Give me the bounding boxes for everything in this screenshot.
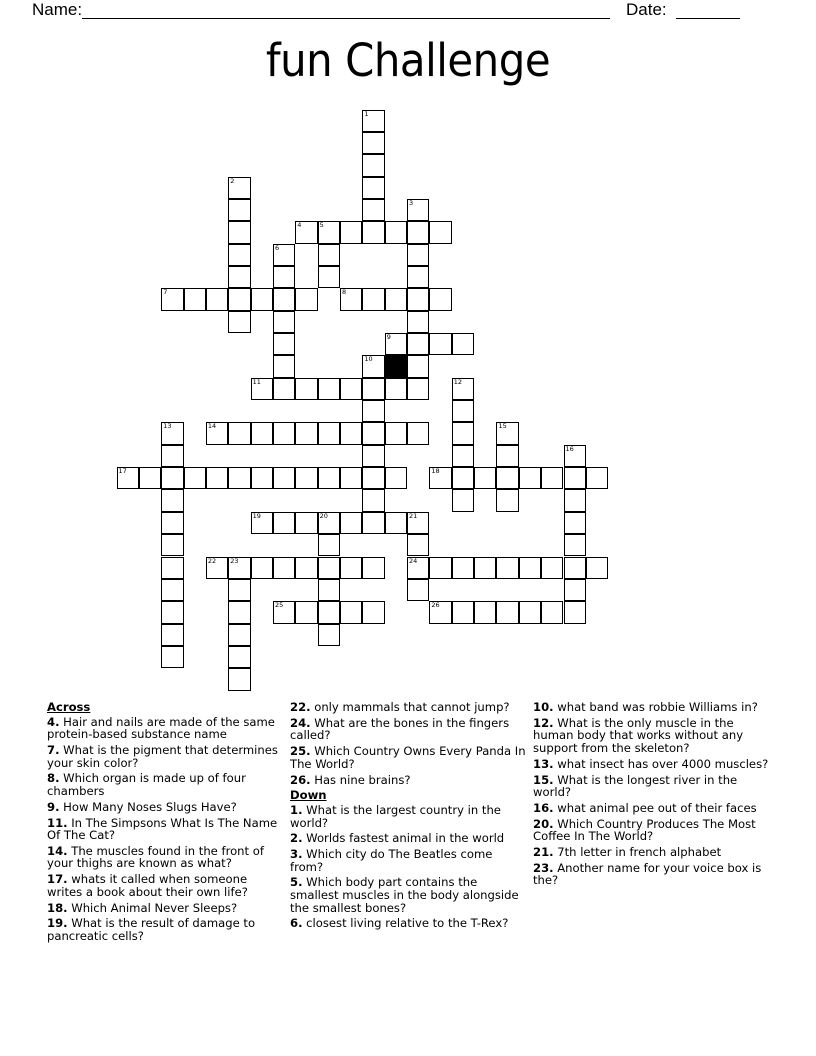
page-title: fun Challenge (265, 34, 551, 87)
grid-cell[interactable] (362, 489, 384, 511)
grid-cell[interactable] (407, 579, 429, 601)
cell-number: 1 (364, 109, 369, 118)
clue-text: What is the result of damage to pancreatic cells? (47, 916, 256, 943)
grid-cell[interactable] (295, 422, 317, 444)
grid-cell[interactable] (318, 557, 340, 579)
grid-cell[interactable] (564, 534, 586, 556)
grid-cell[interactable] (564, 579, 586, 601)
clue-text: Which organ is made up of four chambers (47, 771, 246, 798)
clue-text: Which Animal Never Sleeps? (71, 900, 238, 915)
grid-cell[interactable] (228, 288, 250, 310)
grid-cell[interactable] (161, 512, 183, 534)
cell-number: 3 (409, 198, 414, 207)
grid-cell[interactable] (273, 311, 295, 333)
grid-cell[interactable] (161, 579, 183, 601)
grid-cell[interactable] (206, 288, 228, 310)
grid-cell[interactable] (385, 378, 407, 400)
grid-cell[interactable] (184, 467, 206, 489)
grid-cell[interactable] (273, 378, 295, 400)
clue-number: 17. (47, 872, 68, 887)
grid-cell[interactable] (519, 557, 541, 579)
clue-across-item (290, 701, 528, 714)
grid-cell[interactable] (564, 467, 586, 489)
grid-cell[interactable] (273, 422, 295, 444)
grid-cell[interactable] (362, 199, 384, 221)
grid-cell[interactable] (429, 221, 451, 243)
clue-number: 4. (47, 714, 60, 729)
grid-cell[interactable] (228, 199, 250, 221)
grid-cell[interactable] (496, 489, 518, 511)
clue-text: In The Simpsons What Is The Name Of The Cat? (47, 815, 278, 843)
clue-across-item (290, 745, 528, 770)
grid-cell[interactable] (496, 601, 518, 623)
grid-cell[interactable] (273, 288, 295, 310)
clue-number: 9. (47, 799, 60, 814)
grid-cell[interactable] (362, 445, 384, 467)
cell-number: 4 (297, 221, 302, 230)
clue-across-item (47, 845, 285, 870)
grid-cell[interactable] (362, 557, 384, 579)
grid-cell[interactable] (385, 288, 407, 310)
cell-number: 16 (565, 444, 574, 453)
grid-cell[interactable] (318, 422, 340, 444)
grid-cell[interactable] (251, 467, 273, 489)
grid-cell[interactable] (385, 221, 407, 243)
grid-cell[interactable] (318, 624, 340, 646)
clue-across-item (290, 717, 528, 742)
grid-cell[interactable] (206, 557, 228, 579)
grid-cell[interactable] (474, 467, 496, 489)
clue-text: What is the largest country in the world? (290, 802, 501, 830)
grid-cell[interactable] (474, 601, 496, 623)
grid-cell[interactable] (564, 445, 586, 467)
clue-down-item (533, 862, 771, 887)
clue-text: what band was robbie Williams in? (557, 700, 758, 714)
grid-cell[interactable] (429, 288, 451, 310)
grid-cell[interactable] (519, 601, 541, 623)
cell-number: 21 (409, 511, 418, 520)
grid-cell[interactable] (541, 557, 563, 579)
cell-number: 18 (431, 467, 440, 476)
clue-across-item (47, 917, 285, 942)
grid-cell[interactable] (564, 512, 586, 534)
grid-cell[interactable] (295, 512, 317, 534)
grid-cell[interactable] (452, 557, 474, 579)
grid-cell[interactable] (452, 467, 474, 489)
down-heading: Down (290, 788, 327, 803)
cell-number: 25 (274, 601, 284, 610)
grid-cell[interactable] (117, 467, 139, 489)
clue-across-item (47, 716, 285, 741)
grid-cell[interactable] (452, 333, 474, 355)
clue-text: The muscles found in the front of your thighs are known as what? (47, 843, 264, 871)
grid-cell[interactable] (362, 132, 384, 154)
grid-cell[interactable] (564, 601, 586, 623)
grid-cell[interactable] (385, 422, 407, 444)
grid-cell[interactable] (184, 288, 206, 310)
grid-cell[interactable] (362, 378, 384, 400)
grid-cell[interactable] (273, 601, 295, 623)
clue-across-item (47, 873, 285, 898)
clue-number: 23. (533, 860, 554, 875)
clue-text: Hair and nails are made of the same protein-based substance name (47, 714, 275, 742)
grid-cell[interactable] (452, 489, 474, 511)
grid-cell[interactable] (429, 557, 451, 579)
grid-cell[interactable] (362, 355, 384, 377)
grid-cell[interactable] (161, 288, 183, 310)
clue-text: Which city do The Beatles come from? (290, 847, 493, 874)
grid-cell[interactable] (407, 199, 429, 221)
grid-cell[interactable] (161, 557, 183, 579)
clue-number: 6. (290, 916, 303, 931)
cell-number: 17 (118, 467, 127, 476)
clue-text: What are the bones in the fingers called? (290, 715, 510, 743)
name-label: Name: (32, 0, 83, 19)
grid-cell[interactable] (340, 221, 362, 243)
crossword-grid (117, 110, 617, 700)
clue-number: 24. (290, 715, 311, 730)
grid-cell[interactable] (452, 601, 474, 623)
clue-text: Worlds fastest animal in the world (306, 831, 505, 846)
clue-text: Which Country Owns Every Panda In The World? (290, 744, 526, 771)
grid-cell[interactable] (206, 422, 228, 444)
clue-across-item (47, 801, 285, 814)
clue-text: closest living relative to the T-Rex? (306, 916, 509, 931)
grid-cell[interactable] (273, 355, 295, 377)
grid-cell[interactable] (161, 601, 183, 623)
cell-number: 6 (274, 243, 280, 252)
cell-number: 26 (431, 601, 440, 610)
grid-cell[interactable] (318, 221, 340, 243)
grid-cell[interactable] (407, 221, 429, 243)
grid-cell[interactable] (295, 288, 317, 310)
grid-cell[interactable] (407, 311, 429, 333)
grid-cell[interactable] (407, 244, 429, 266)
cell-number: 20 (319, 511, 328, 520)
grid-cell[interactable] (429, 333, 451, 355)
grid-cell[interactable] (496, 467, 518, 489)
cell-number: 14 (207, 422, 217, 431)
grid-cell[interactable] (318, 512, 340, 534)
grid-cell[interactable] (541, 601, 563, 623)
grid-cell[interactable] (273, 333, 295, 355)
grid-cell[interactable] (474, 557, 496, 579)
grid-cell[interactable] (362, 601, 384, 623)
grid-cell[interactable] (429, 467, 451, 489)
grid-cell[interactable] (407, 266, 429, 288)
clue-down-item (290, 804, 528, 829)
clue-text: 7th letter in french alphabet (557, 845, 722, 860)
grid-cell[interactable] (340, 601, 362, 623)
clue-text: Another name for your voice box is the? (533, 860, 762, 888)
grid-cell[interactable] (318, 244, 340, 266)
grid-cell[interactable] (228, 311, 250, 333)
clue-number: 10. (533, 700, 554, 714)
clue-down-item (533, 717, 771, 755)
grid-cell[interactable] (407, 378, 429, 400)
grid-cell[interactable] (161, 624, 183, 646)
grid-cell[interactable] (228, 601, 250, 623)
grid-cell[interactable] (228, 266, 250, 288)
grid-cell[interactable] (340, 467, 362, 489)
grid-cell[interactable] (318, 534, 340, 556)
grid-cell[interactable] (251, 557, 273, 579)
clue-number: 11. (47, 815, 68, 830)
clue-down-item (290, 832, 528, 845)
cell-number: 10 (364, 355, 373, 364)
grid-cell[interactable] (273, 244, 295, 266)
grid-cell[interactable] (496, 445, 518, 467)
clues-column-2 (290, 701, 528, 933)
grid-cell[interactable] (161, 646, 183, 668)
grid-cell[interactable] (228, 177, 250, 199)
date-label: Date: (626, 0, 667, 19)
cell-number: 2 (230, 176, 235, 185)
clue-down-item (533, 774, 771, 799)
grid-cell[interactable] (385, 512, 407, 534)
grid-cell[interactable] (295, 221, 317, 243)
grid-cell[interactable] (251, 288, 273, 310)
clue-text: What is the pigment that determines your skin color? (47, 742, 278, 770)
cell-number: 5 (319, 221, 324, 230)
grid-cell[interactable] (362, 467, 384, 489)
clue-text: what animal pee out of their faces (557, 800, 757, 815)
grid-cell[interactable] (228, 467, 250, 489)
clue-number: 26. (290, 772, 311, 787)
cell-number: 12 (453, 377, 463, 386)
clue-text: what insect has over 4000 muscles? (557, 756, 769, 771)
grid-cell[interactable] (407, 557, 429, 579)
grid-cell[interactable] (161, 534, 183, 556)
grid-cell[interactable] (362, 154, 384, 176)
grid-cell[interactable] (273, 512, 295, 534)
clue-text: whats it called when someone writes a book about their own life? (47, 872, 248, 899)
grid-cell[interactable] (340, 288, 362, 310)
clue-text: Which body part contains the smallest muscles in the body alongside the smallest bones? (290, 875, 519, 915)
grid-cell[interactable] (295, 378, 317, 400)
clue-number: 18. (47, 900, 68, 915)
clue-down-item (533, 846, 771, 859)
grid-cell[interactable] (340, 557, 362, 579)
grid-cell[interactable] (407, 534, 429, 556)
clue-text: What is the only muscle in the human body that works without any support from the skeleton? (533, 715, 744, 755)
clue-number: 1. (290, 802, 303, 817)
grid-cell[interactable] (251, 378, 273, 400)
grid-cell[interactable] (340, 512, 362, 534)
clue-text: What is the longest river in the world? (533, 772, 738, 800)
cell-number: 8 (342, 288, 347, 297)
clue-across-item (47, 744, 285, 769)
name-field[interactable] (82, 0, 610, 19)
clue-number: 12. (533, 715, 554, 730)
clue-text: only mammals that cannot jump? (314, 700, 510, 714)
grid-cell[interactable] (318, 378, 340, 400)
cell-number: 7 (163, 288, 168, 297)
grid-cell[interactable] (228, 422, 250, 444)
clue-down-item (290, 917, 528, 930)
grid-cell[interactable] (586, 467, 608, 489)
clue-number: 19. (47, 916, 68, 931)
clue-across-item (290, 774, 528, 787)
clue-text: Has nine brains? (314, 772, 411, 787)
clue-number: 5. (290, 875, 303, 890)
clue-number: 3. (290, 847, 303, 862)
grid-cell[interactable] (452, 378, 474, 400)
grid-cell[interactable] (228, 646, 250, 668)
grid-cell[interactable] (228, 557, 250, 579)
grid-cell[interactable] (161, 445, 183, 467)
grid-cell[interactable] (407, 355, 429, 377)
clue-text: How Many Noses Slugs Have? (63, 799, 237, 814)
grid-cell[interactable] (564, 557, 586, 579)
across-heading: Across (47, 700, 91, 714)
grid-cell[interactable] (340, 422, 362, 444)
grid-cell[interactable] (161, 467, 183, 489)
grid-cell[interactable] (385, 333, 407, 355)
cell-number: 23 (230, 556, 239, 565)
clue-down-item (533, 701, 771, 714)
grid-cell[interactable] (295, 601, 317, 623)
clues-column-1 (47, 701, 285, 946)
grid-cell[interactable] (519, 467, 541, 489)
clue-number: 7. (47, 742, 60, 757)
grid-cell[interactable] (318, 467, 340, 489)
date-field[interactable] (676, 0, 740, 19)
grid-cell[interactable] (228, 668, 250, 690)
grid-cell[interactable] (362, 512, 384, 534)
clue-number: 21. (533, 845, 554, 860)
grid-cell[interactable] (251, 422, 273, 444)
clue-text: Which Country Produces The Most Coffee In The World? (533, 816, 756, 844)
grid-cell[interactable] (318, 579, 340, 601)
clue-across-item (47, 772, 285, 797)
grid-cell[interactable] (318, 266, 340, 288)
grid-cell[interactable] (496, 422, 518, 444)
clue-number: 15. (533, 772, 554, 787)
grid-cell[interactable] (273, 557, 295, 579)
cell-number: 24 (409, 556, 418, 565)
grid-cell[interactable] (407, 333, 429, 355)
clue-number: 22. (290, 700, 311, 714)
grid-cell[interactable] (362, 400, 384, 422)
clue-number: 8. (47, 771, 60, 786)
clue-down-item (290, 876, 528, 914)
grid-cell[interactable] (362, 422, 384, 444)
grid-cell[interactable] (496, 557, 518, 579)
clue-number: 14. (47, 843, 68, 858)
grid-cell[interactable] (407, 512, 429, 534)
grid-cell[interactable] (541, 467, 563, 489)
grid-cell[interactable] (407, 288, 429, 310)
grid-cell[interactable] (452, 422, 474, 444)
cell-number: 13 (163, 422, 172, 431)
cell-number: 22 (207, 556, 217, 565)
clue-down-item (533, 802, 771, 815)
clues-column-3 (533, 701, 771, 890)
clue-down-item (533, 818, 771, 843)
grid-cell[interactable] (385, 467, 407, 489)
grid-cell[interactable] (161, 489, 183, 511)
grid-cell[interactable] (228, 624, 250, 646)
grid-cell[interactable] (228, 244, 250, 266)
cell-number: 19 (252, 511, 261, 520)
grid-cell[interactable] (273, 266, 295, 288)
cell-number: 9 (386, 333, 391, 341)
grid-cell[interactable] (161, 422, 183, 444)
grid-cell[interactable] (273, 467, 295, 489)
grid-cell[interactable] (362, 221, 384, 243)
grid-cell[interactable] (340, 378, 362, 400)
grid-cell[interactable] (251, 512, 273, 534)
grid-cell[interactable] (362, 177, 384, 199)
grid-cell[interactable] (452, 400, 474, 422)
cell-number: 15 (498, 422, 507, 431)
grid-cell[interactable] (228, 221, 250, 243)
clue-number: 13. (533, 756, 554, 771)
clue-number: 20. (533, 816, 554, 831)
grid-cell[interactable] (362, 110, 384, 132)
clue-number: 25. (290, 744, 311, 759)
cell-number: 11 (252, 377, 261, 386)
grid-cell[interactable] (429, 601, 451, 623)
clue-down-item (290, 848, 528, 873)
clue-down-item (533, 758, 771, 771)
grid-cell[interactable] (564, 489, 586, 511)
clue-number: 2. (290, 831, 303, 846)
grid-cell[interactable] (586, 557, 608, 579)
black-cell (385, 355, 407, 377)
clue-number: 16. (533, 800, 554, 815)
grid-cell[interactable] (206, 467, 228, 489)
grid-cell[interactable] (139, 467, 161, 489)
grid-cell[interactable] (295, 467, 317, 489)
grid-cell[interactable] (452, 445, 474, 467)
grid-cell[interactable] (228, 579, 250, 601)
grid-cell[interactable] (362, 288, 384, 310)
grid-cell[interactable] (295, 557, 317, 579)
clue-across-item (47, 817, 285, 842)
grid-cell[interactable] (318, 601, 340, 623)
clue-across-item (47, 902, 285, 915)
grid-cell[interactable] (407, 422, 429, 444)
